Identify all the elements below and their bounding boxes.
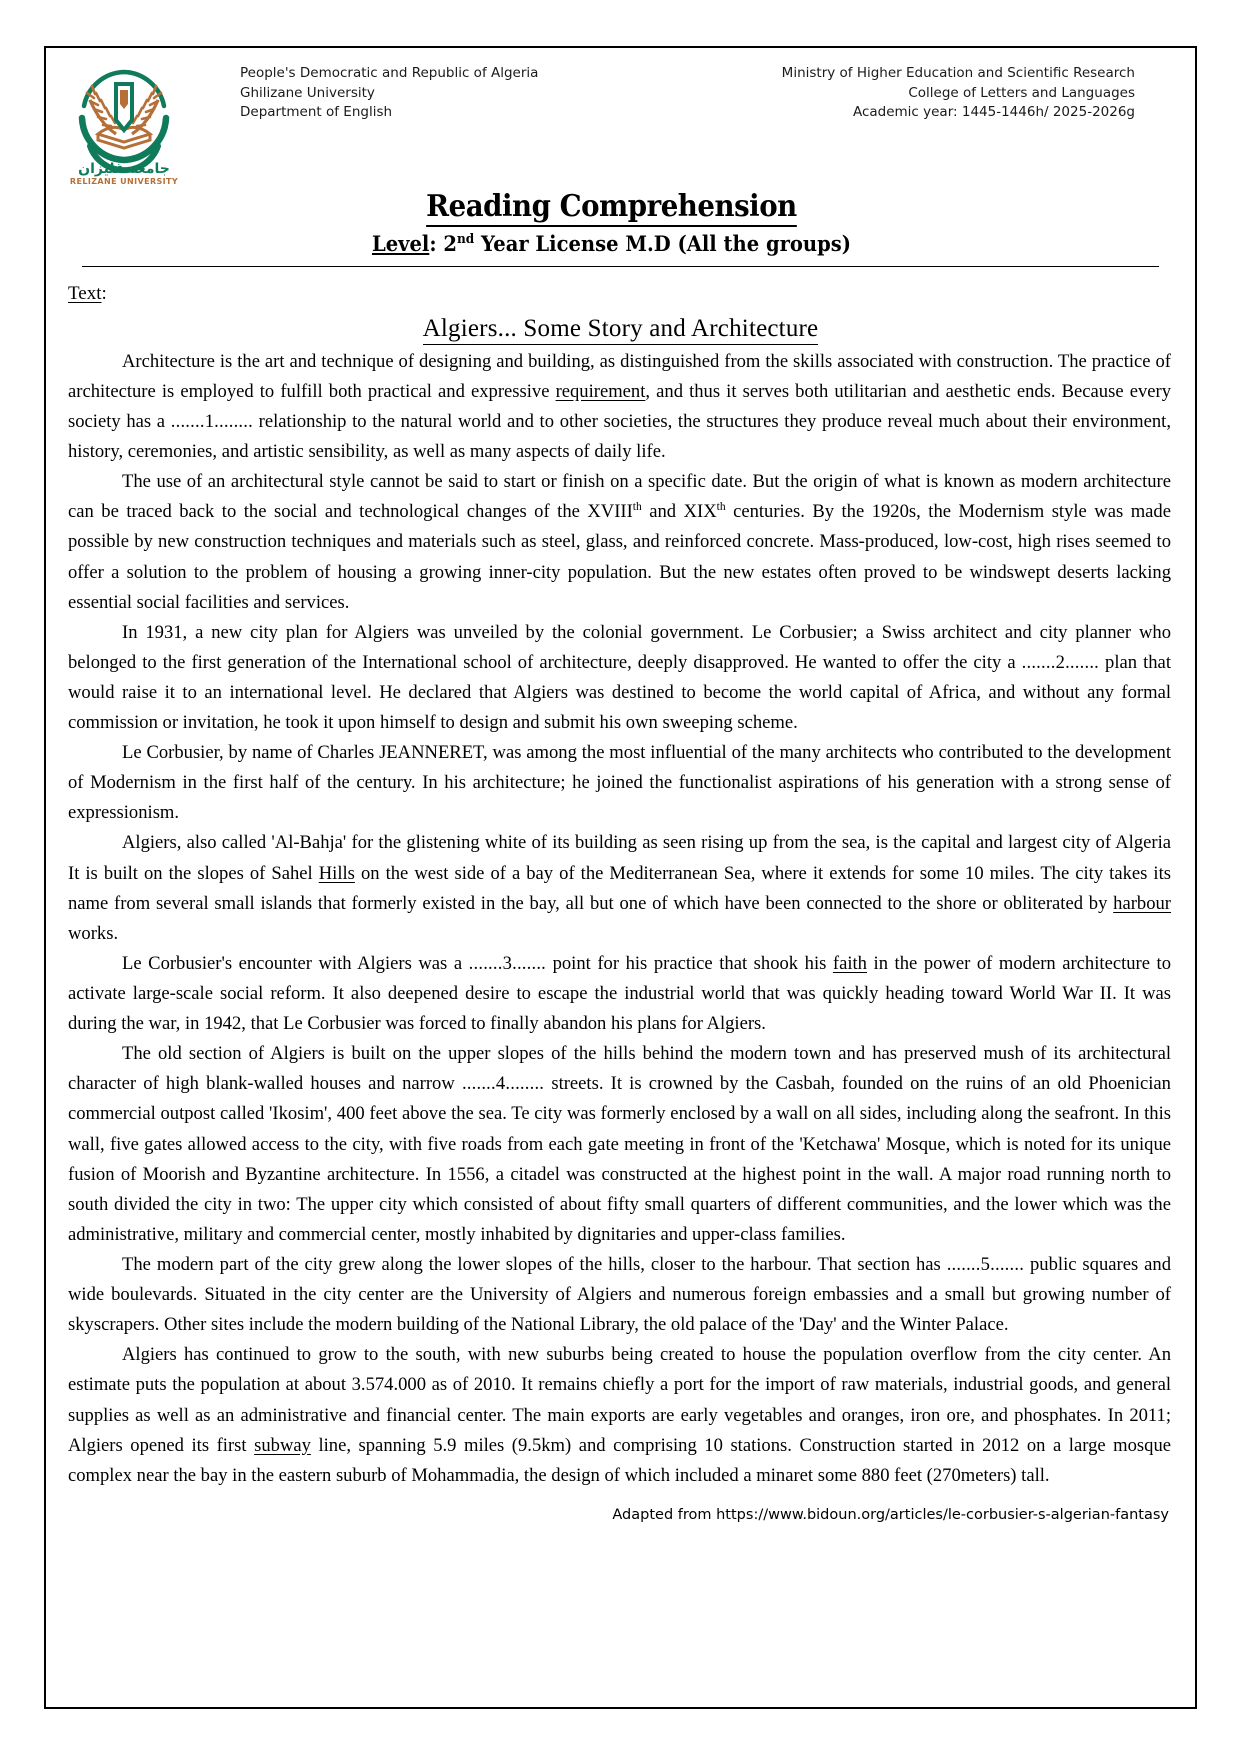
document-header — [68, 52, 1173, 188]
paragraph-text-run: The old section of Algiers is built on the upper slopes of the hills behind the modern town and has preserved mush of its architectural character of high blank-walled houses and narrow — [68, 1043, 1171, 1095]
article-title — [68, 315, 1173, 343]
title-block — [68, 190, 1173, 256]
document-level-line: Level: 2nd Year License M.D (All the groups) — [371, 230, 852, 256]
level-value-number: 2 — [443, 230, 457, 256]
paragraph-text-run: Algiers has continued to grow to the south, with new suburbs being created to house the population overflow from the city center. An estimate puts the population at about 3.574.000 as of 2010. It remains chiefly a port for the import of raw materials, industrial goods, and general supplies as well as an administrative and financial center. The main exports are early vegetables and oranges, iron ore, and phosphates. In 2011; Algiers opened its first — [68, 1344, 1171, 1456]
article-paragraph — [68, 949, 1171, 1039]
document-title: Reading Comprehension — [426, 190, 797, 227]
paragraph-text-run: public squares and wide boulevards. Situated in the city center are the University of Algiers and numerous foreign embassies and a small but growing number of skyscrapers. Other sites include the modern building of the National Library, the old palace of the 'Day' and the Winter Palace. — [68, 1254, 1171, 1336]
underlined-vocabulary-word: Hills — [318, 862, 355, 884]
paragraph-text-run: point for his practice that shook his — [546, 952, 833, 974]
header-left-block — [188, 64, 538, 123]
article-paragraph — [68, 1039, 1171, 1250]
paragraph-text-run: works. — [68, 922, 119, 944]
paragraph-text-run: plan that would raise it to an international level. He declared that Algiers was destined to become the world capital of Africa, and without any formal commission or invitation, he took it upon himself to design and submit his own sweeping scheme. — [68, 651, 1171, 734]
article-title-text: Algiers... Some Story and Architecture — [423, 315, 819, 345]
paragraph-text-run: In 1931, a new city plan for Algiers was unveiled by the colonial government. Le Corbusier; a Swiss architect and city planner who belonged to the first generation of the International school of architecture, deeply disapproved. He wanted to offer the city a — [68, 621, 1171, 673]
underlined-vocabulary-word: subway — [254, 1434, 311, 1456]
article-paragraph — [68, 738, 1171, 828]
article-paragraph — [68, 828, 1171, 948]
fill-in-blank: .......5....... — [946, 1254, 1025, 1276]
header-department-line: Department of English — [240, 104, 393, 121]
paragraph-text-run: The modern part of the city grew along the lower slopes of the hills, closer to the harbour. That section has — [122, 1254, 947, 1276]
paragraph-text-run: in the power of modern architecture to activate large-scale social reform. It also deepened desire to escape the industrial world that was quickly heading toward World War II. It was during the war, in 1942, that Le Corbusier was forced to finally abandon his plans for Algiers. — [68, 952, 1171, 1035]
fill-in-blank: .......1........ — [170, 410, 253, 432]
text-section-label — [68, 283, 1173, 305]
article-paragraph — [68, 347, 1171, 467]
fill-in-blank: .......2....... — [1021, 651, 1100, 673]
paragraph-text-run: streets. It is crowned by the Casbah, founded on the ruins of an old Phoenician commercial outpost called 'Ikosim', 400 feet above the sea. Te city was formerly enclosed by a wall on all sides, including along the seafront. In this wall, five gates allowed access to the city, with five roads from each gate meeting in front of the 'Ketchawa' Mosque, which is noted for its unique fusion of Moorish and Byzantine architecture. In 1556, a citadel was constructed at the highest point in the wall. A major road running north to south divided the city in two: The upper city which consisted of about fifty small quarters of different communities, and the lower which was the administrative, military and commercial center, mostly inhabited by dignitaries and upper-class families. — [68, 1073, 1171, 1245]
underlined-vocabulary-word: requirement — [555, 380, 646, 402]
level-label: Level — [371, 230, 430, 256]
page-content — [40, 40, 1203, 1523]
header-college-line: College of Letters and Languages — [908, 84, 1135, 101]
header-country-line: People's Democratic and Republic of Algeria — [240, 65, 539, 81]
fill-in-blank: .......4........ — [461, 1073, 545, 1095]
source-attribution: Adapted from https://www.bidoun.org/articles/le-corbusier-s-algerian-fantasy — [612, 1506, 1169, 1523]
paragraph-text-run: Le Corbusier's encounter with Algiers was a — [122, 952, 469, 974]
paragraph-text-run: on the west side of a bay of the Mediterranean Sea, where it extends for some 10 miles. The city takes its name from several small islands that formerly existed in the bay, all but one of which have been connected to the shore or obliterated by — [68, 862, 1171, 914]
paragraph-text-run: relationship to the natural world and to other societies, the structures they produce reveal much about their environment, history, ceremonies, and artistic sensibility, as well as many aspects of daily life. — [68, 410, 1171, 463]
header-divider — [82, 266, 1159, 267]
paragraph-text-run: , and thus it serves both utilitarian and aesthetic ends. Because every society has a — [68, 380, 1171, 432]
article-paragraph — [68, 467, 1171, 618]
paragraph-text-run: centuries. By the 1920s, the Modernism style was made possible by new construction techniques and materials such as steel, glass, and reinforced concrete. Mass-produced, low-cost, high rises seemed to offer a solution to the problem of housing a growing inner-city population. But the new estates often proved to be windswept deserts lacking essential social facilities and services. — [68, 501, 1171, 613]
level-value-rest: Year License M.D (All the groups) — [474, 230, 852, 256]
underlined-vocabulary-word: faith — [832, 952, 867, 974]
university-emblem-icon — [68, 60, 180, 188]
paragraph-text-run: line, spanning 5.9 miles (9.5km) and comprising 10 stations. Construction started in 2012 on a large mosque complex near the bay in the eastern suburb of Mohammadia, the design of which included a minaret some 880 feet (270meters) tall. — [68, 1434, 1171, 1486]
university-logo — [68, 58, 188, 188]
header-academic-year-line: Academic year: 1445-1446h/ 2025-2026g — [852, 104, 1135, 121]
paragraph-text-run: Architecture is the art and technique of designing and building, as distinguished from the skills associated with construction. The practice of architecture is employed to fulfill both practical and expressive — [68, 350, 1171, 402]
header-right-block — [782, 64, 1173, 123]
logo-latin-text: RELIZANE UNIVERSITY — [69, 177, 179, 186]
header-text-columns — [188, 58, 1173, 123]
paragraph-text-run: and XIX — [641, 501, 717, 523]
article-paragraph — [68, 1340, 1171, 1491]
underlined-vocabulary-word: harbour — [1113, 892, 1171, 914]
fill-in-blank: .......3....... — [468, 952, 547, 974]
article-paragraph — [68, 1250, 1171, 1340]
article-paragraph — [68, 618, 1171, 738]
level-value-ordinal: nd — [456, 231, 475, 247]
article-body — [68, 347, 1173, 1491]
paragraph-text-run: The use of an architectural style cannot be said to start or finish on a specific date. But the origin of what is known as modern architecture can be traced back to the social and technological changes of the XVIII — [68, 471, 1171, 523]
paragraph-text-run: Algiers, also called 'Al-Bahja' for the glistening white of its building as seen rising up from the sea, is the capital and largest city of Algeria It is built on the slopes of Sahel — [68, 832, 1171, 884]
text-label-colon: : — [101, 282, 107, 304]
paragraph-text-run: Le Corbusier, by name of Charles JEANNERET, was among the most influential of the many architects who contributed to the development of Modernism in the first half of the century. In his architecture; he joined the functionalist aspirations of his generation with a strong sense of expressionism. — [68, 742, 1171, 824]
text-label-word: Text — [68, 282, 102, 304]
ordinal-superscript: th — [716, 501, 726, 514]
header-ministry-line: Ministry of Higher Education and Scientific Research — [781, 65, 1135, 81]
ordinal-superscript: th — [632, 501, 642, 514]
header-university-line: Ghilizane University — [240, 84, 375, 101]
logo-arabic-text: جامعة غليزان — [78, 161, 170, 177]
